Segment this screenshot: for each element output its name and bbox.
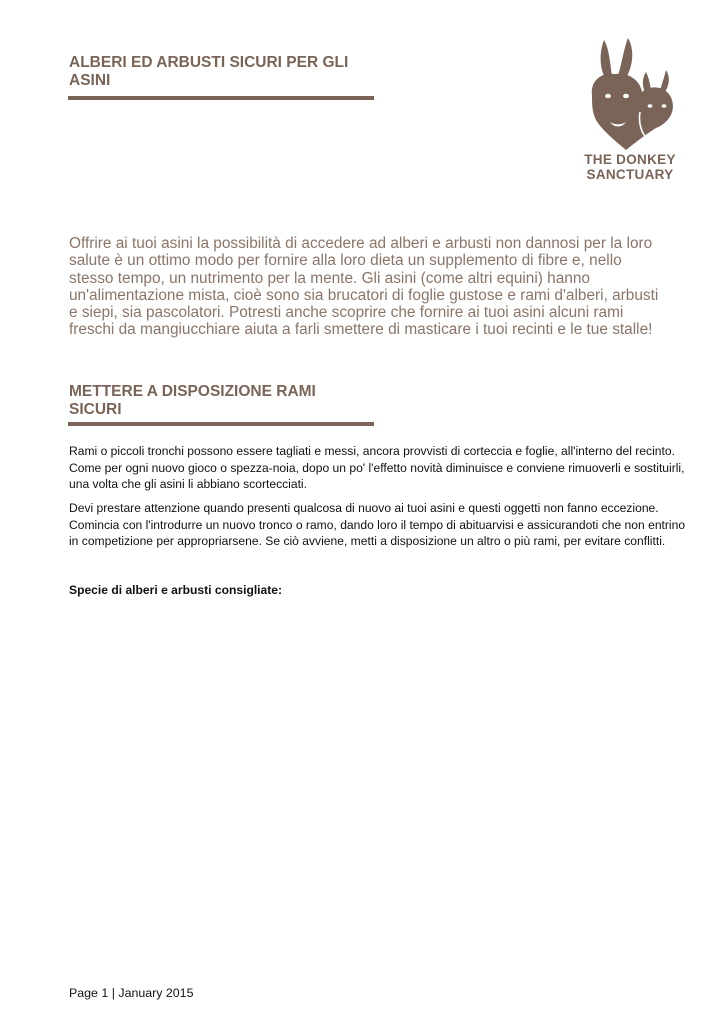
donkey-heads-icon xyxy=(582,36,678,152)
page-footer: Page 1 | January 2015 xyxy=(69,986,194,1000)
title-underline xyxy=(68,96,374,100)
section-underline xyxy=(68,422,374,426)
intro-paragraph: Offrire ai tuoi asini la possibilità di accedere ad alberi e arbusti non dannosi per la loro salute è un ottimo modo per fornire alla loro dieta un supplemento di fibre e, nello stesso tempo, un nutrimento per la mente. Gli asini (come altri equini) hanno un'alimentazione mista, cioè sono sia brucatori di foglie gustose e rami d'alberi, arbusti e siepi, sia pascolatori. Potresti anche scoprire che fornire ai tuoi asini alcuni rami freschi da mangiucchiare aiuta a farli smettere di masticare i tuoi recinti e le tue stalle! xyxy=(69,235,659,339)
body-paragraph-2: Devi prestare attenzione quando presenti qualcosa di nuovo ai tuoi asini e questi oggetti non fanno eccezione. Comincia con l'introdurre un nuovo tronco o ramo, dando loro il tempo di abituarvisi e assicurandoti che non entrino in competizione per appropriarsene. Se ciò avviene, metti a disposizione un altro o più rami, per evitare conflitti. xyxy=(69,501,686,548)
donkey-sanctuary-logo xyxy=(576,36,684,186)
section-title: METTERE A DISPOSIZIONE RAMI SICURI xyxy=(69,383,316,418)
species-subheading: Specie di alberi e arbusti consigliate: xyxy=(69,583,283,597)
logo-line-1: THE DONKEY xyxy=(584,152,676,167)
body-paragraph-1: Rami o piccoli tronchi possono essere tagliati e messi, ancora provvisti di corteccia e foglie, all'interno del recinto. Come per ogni nuovo gioco o spezza-noia, dopo un po' l'effetto novità diminuisce e conviene rimuoverli e sostituirli, una volta che gli asini li abbiano scortecciati. xyxy=(69,444,685,491)
page-title: ALBERI ED ARBUSTI SICURI PER GLI ASINI xyxy=(69,54,349,89)
logo-wordmark xyxy=(576,152,684,182)
logo-line-2: SANCTUARY xyxy=(586,167,674,182)
